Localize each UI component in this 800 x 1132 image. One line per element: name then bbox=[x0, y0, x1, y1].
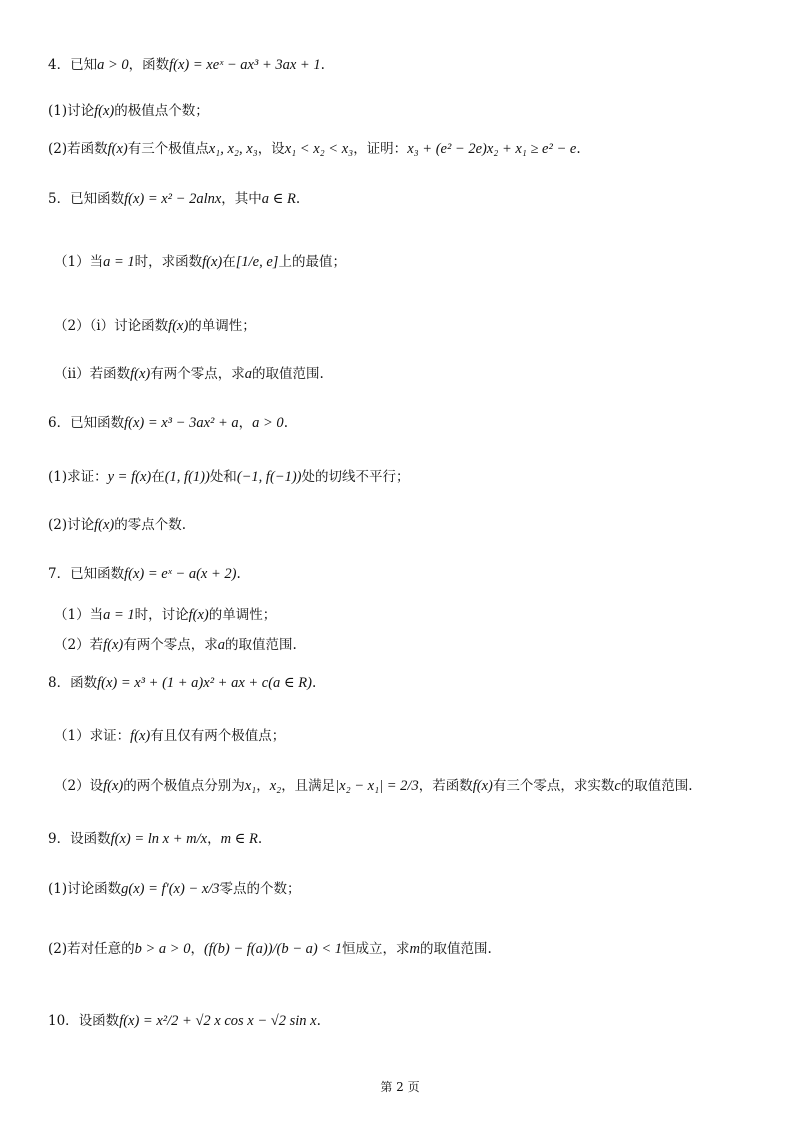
problem-4-part-1: (1)讨论f(x)的极值点个数； bbox=[48, 103, 209, 119]
problem-8-stem: 8．函数f(x) = x³ + (1 + a)x² + ax + c(a ∈ R). bbox=[48, 675, 317, 691]
problem-6-part-2: (2)讨论f(x)的零点个数. bbox=[48, 517, 187, 533]
problem-number: 6． bbox=[48, 415, 71, 431]
problem-number: 4． bbox=[48, 57, 71, 73]
math-expr: x₂ bbox=[269, 778, 282, 794]
problem-9-stem: 9．设函数f(x) = ln x + m/x，m ∈ R. bbox=[48, 831, 263, 847]
problem-number: 10． bbox=[48, 1013, 79, 1029]
problem-9-part-1: (1)讨论函数g(x) = f′(x) − x/3零点的个数； bbox=[48, 881, 301, 897]
problem-number: 5． bbox=[48, 191, 71, 207]
math-expr: f(x) bbox=[130, 366, 151, 382]
problem-5-part-2-ii: （ii）若函数f(x)有两个零点，求a的取值范围. bbox=[54, 366, 324, 382]
problem-8-part-1: （1）求证：f(x)有且仅有两个极值点； bbox=[54, 728, 286, 744]
math-expr: f(x) = x³ − 3ax² + a bbox=[124, 415, 239, 431]
math-expr: f(x) bbox=[103, 778, 124, 794]
math-expr: b > a > 0 bbox=[134, 941, 191, 957]
problem-number: 8． bbox=[48, 675, 71, 691]
math-expr: a bbox=[217, 637, 225, 653]
math-expr: x₁ bbox=[244, 778, 257, 794]
math-expr: f(x) = eˣ − a(x + 2) bbox=[124, 566, 237, 582]
math-expr: f(x) bbox=[94, 103, 115, 119]
math-expr: y = f(x) bbox=[107, 469, 152, 485]
math-expr: (1, f(1)) bbox=[164, 469, 210, 485]
math-expr: f(x) = xeˣ − ax³ + 3ax + 1 bbox=[169, 57, 321, 73]
math-expr: f(x) = x²/2 + √2 x cos x − √2 sin x bbox=[119, 1013, 317, 1029]
problem-9-part-2: (2)若对任意的b > a > 0，(f(b) − f(a))/(b − a) < 1恒成立，求m的取值范围. bbox=[48, 941, 492, 957]
math-expr: x₁, x₂, x₃ bbox=[208, 141, 258, 157]
problem-8-part-2: （2）设f(x)的两个极值点分别为x₁，x₂，且满足|x₂ − x₁| = 2/3，若函数f(x)有三个零点，求实数c的取值范围. bbox=[54, 778, 693, 794]
math-expr: f(x) bbox=[202, 254, 223, 270]
problem-7-part-2: （2）若f(x)有两个零点，求a的取值范围. bbox=[54, 637, 297, 653]
math-expr: (f(b) − f(a))/(b − a) < 1 bbox=[203, 941, 343, 957]
problem-6-stem: 6．已知函数f(x) = x³ − 3ax² + a，a > 0. bbox=[48, 415, 288, 431]
problem-5-part-2-i: （2）（i）讨论函数f(x)的单调性； bbox=[54, 318, 256, 334]
math-expr: x₁ < x₂ < x₃ bbox=[284, 141, 354, 157]
math-expr: f(x) bbox=[168, 318, 189, 334]
math-expr: [1/e, e] bbox=[235, 254, 279, 270]
math-expr: c bbox=[614, 778, 621, 794]
math-expr: f(x) = x² − 2alnx bbox=[124, 191, 222, 207]
math-expr: a ∈ R bbox=[261, 191, 296, 207]
math-expr: a > 0 bbox=[97, 57, 129, 73]
math-expr: m ∈ R bbox=[220, 831, 258, 847]
problem-7-part-1: （1）当a = 1时，讨论f(x)的单调性； bbox=[54, 607, 277, 623]
page-footer: 第 2 页 bbox=[380, 1080, 420, 1094]
problem-number: 7． bbox=[48, 566, 71, 582]
math-expr: a = 1 bbox=[103, 607, 135, 623]
math-expr: f(x) bbox=[188, 607, 209, 623]
math-expr: a = 1 bbox=[103, 254, 135, 270]
math-expr: f(x) bbox=[130, 728, 151, 744]
problem-4-part-2: (2)若函数f(x)有三个极值点x₁, x₂, x₃，设x₁ < x₂ < x₃，证明：x₃ + (e² − 2e)x₂ + x₁ ≥ e² − e. bbox=[48, 141, 581, 157]
math-expr: a > 0 bbox=[252, 415, 284, 431]
math-expr: m bbox=[409, 941, 421, 957]
problem-4-stem: 4．已知a > 0，函数f(x) = xeˣ − ax³ + 3ax + 1. bbox=[48, 57, 325, 73]
math-expr: (−1, f(−1)) bbox=[236, 469, 302, 485]
math-expr: f(x) bbox=[94, 517, 115, 533]
math-expr: f(x) bbox=[472, 778, 493, 794]
math-expr: x₃ + (e² − 2e)x₂ + x₁ ≥ e² − e bbox=[407, 141, 577, 157]
math-expr: |x₂ − x₁| = 2/3 bbox=[335, 778, 419, 794]
problem-number: 9． bbox=[48, 831, 71, 847]
math-expr: a bbox=[244, 366, 253, 382]
problem-10-stem: 10．设函数f(x) = x²/2 + √2 x cos x − √2 sin x. bbox=[48, 1013, 321, 1029]
problem-5-part-1: （1）当a = 1时，求函数f(x)在[1/e, e]上的最值； bbox=[54, 254, 346, 270]
math-expr: f(x) bbox=[107, 141, 128, 157]
problem-5-stem: 5．已知函数f(x) = x² − 2alnx，其中a ∈ R. bbox=[48, 191, 301, 207]
math-expr: f(x) = ln x + m/x bbox=[110, 831, 208, 847]
math-expr: f(x) bbox=[103, 637, 124, 653]
math-expr: g(x) = f′(x) − x/3 bbox=[121, 881, 220, 897]
problem-6-part-1: (1)求证：y = f(x)在(1, f(1))处和(−1, f(−1))处的切线不平行； bbox=[48, 469, 410, 485]
problem-7-stem: 7．已知函数f(x) = eˣ − a(x + 2). bbox=[48, 566, 241, 582]
math-expr: f(x) = x³ + (1 + a)x² + ax + c(a ∈ R) bbox=[97, 675, 312, 691]
